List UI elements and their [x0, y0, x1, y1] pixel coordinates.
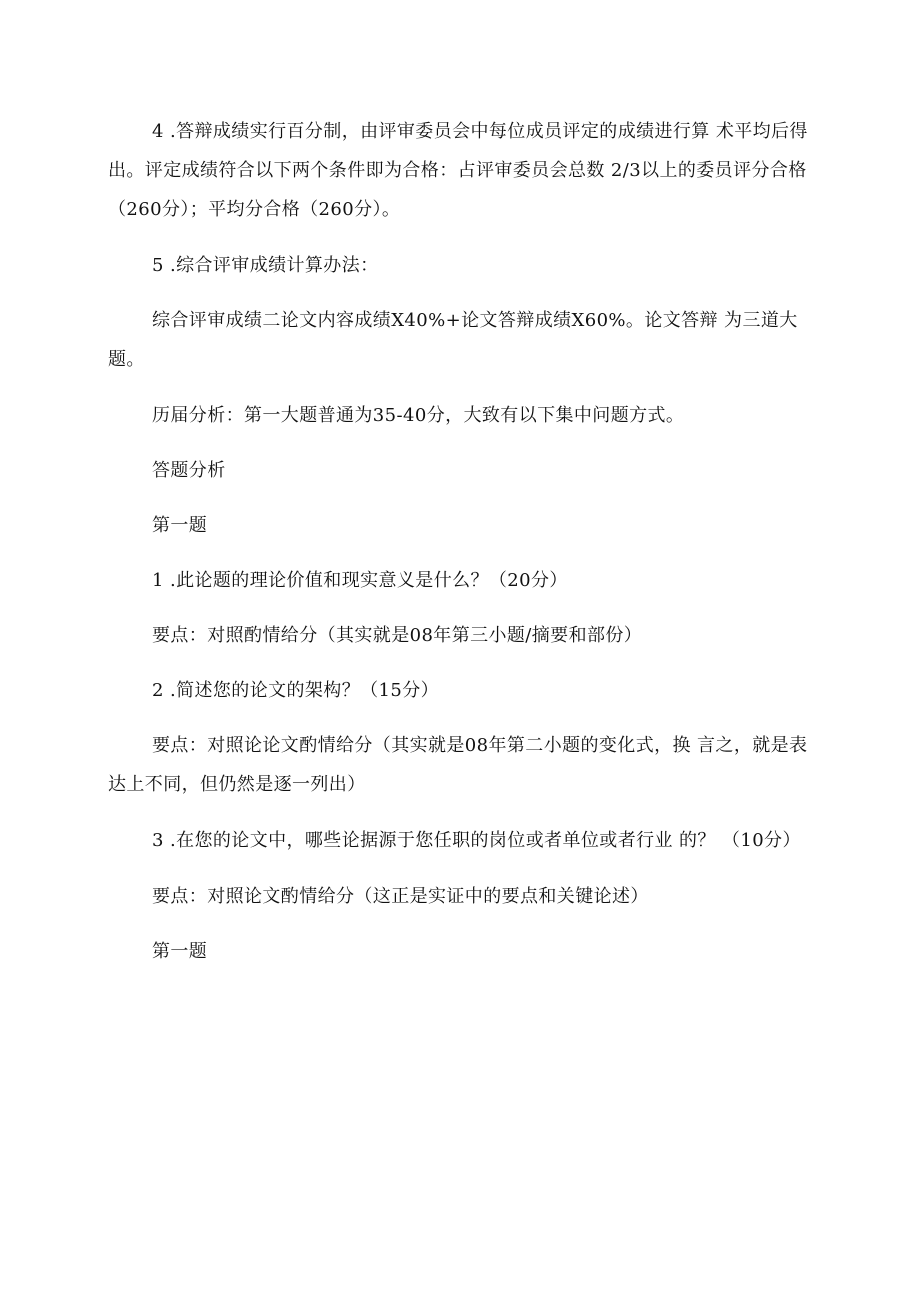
paragraph-history-analysis: 历届分析：第一大题普通为35-40分，大致有以下集中问题方式。: [152, 405, 685, 426]
paragraph-question-2: 2 .简述您的论文的架构？（15分）: [152, 680, 439, 701]
paragraph-key-point-1: 要点：对照酌情给分（其实就是08年第三小题/摘要和部份）: [152, 625, 643, 646]
paragraph-score-method-heading: 5 .综合评审成绩计算办法：: [152, 255, 379, 276]
paragraph-question-3: 3 .在您的论文中，哪些论据源于您任职的岗位或者单位或者行业 的？ （10分）: [152, 830, 801, 851]
paragraph-question-one-heading-repeat: 第一题: [152, 941, 208, 962]
paragraph-key-point-3: 要点：对照论文酌情给分（这正是实证中的要点和关键论述）: [152, 886, 649, 907]
paragraph-question-one-heading: 第一题: [152, 515, 208, 536]
document-body: [108, 112, 814, 971]
paragraph-key-point-2: 要点：对照论论文酌情给分（其实就是08年第二小题的变化式，换 言之，就是表达上不同，但仍然是逐一列出）: [108, 735, 808, 795]
paragraph-question-1: 1 .此论题的理论价值和现实意义是什么？（20分）: [152, 570, 568, 591]
paragraph-answer-analysis-heading: 答题分析: [152, 460, 226, 481]
paragraph-score-formula: 综合评审成绩二论文内容成绩X40%+论文答辩成绩X60%。论文答辩 为三道大题。: [108, 310, 798, 370]
paragraph-defense-scoring: 4 .答辩成绩实行百分制，由评审委员会中每位成员评定的成绩进行算 术平均后得出。评定成绩符合以下两个条件即为合格：占评审委员会总数 2/3以上的委员评分合格（260分）；平均分合格（260分）。: [108, 121, 808, 220]
